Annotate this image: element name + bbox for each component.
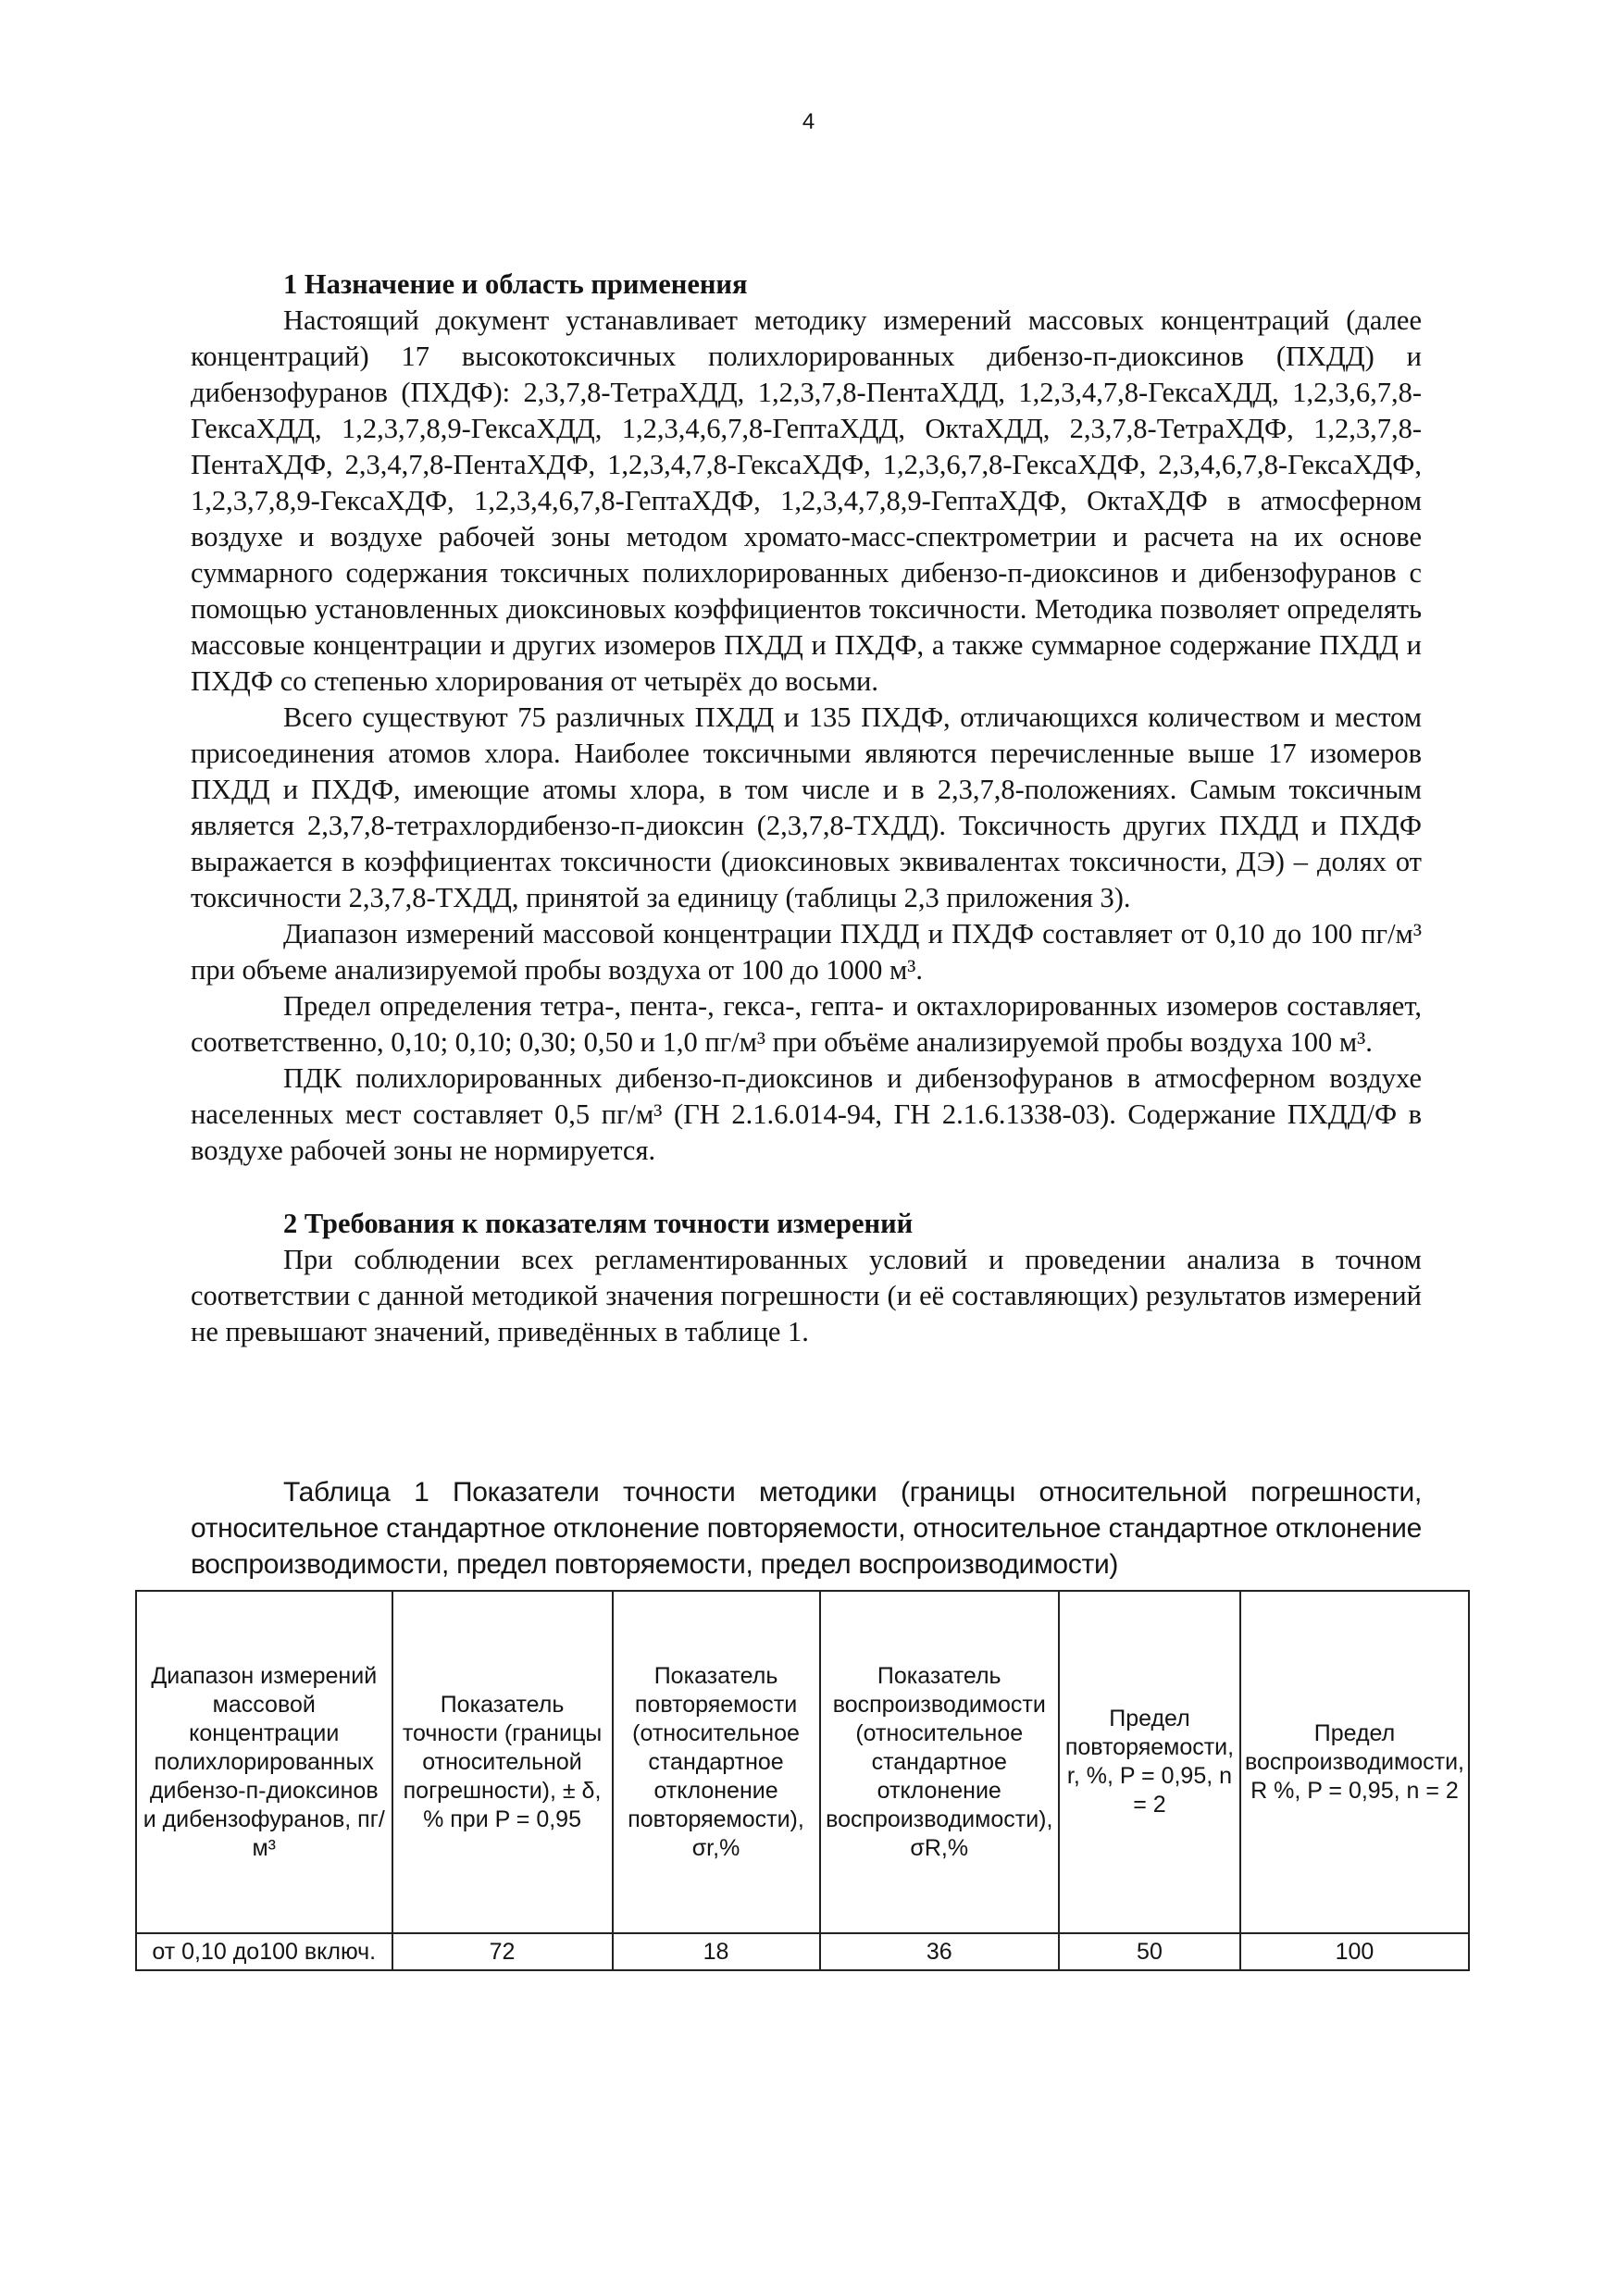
column-header: Предел воспроизводимости, R %, P = 0,95, n = 2	[1240, 1591, 1469, 1933]
paragraph: ПДК полихлорированных дибензо-п-диоксинов и дибензофуранов в атмосферном воздухе населенных мест составляет 0,5 пг/м³ (ГН 2.1.6.014-94, ГН 2.1.6.1338-03). Содержание ПХДД/Ф в воздухе рабочей зоны не нормируется.	[191, 1062, 1422, 1166]
accuracy-table	[135, 1590, 1470, 1971]
table-cell: 72	[392, 1933, 613, 1970]
table-cell: 50	[1059, 1933, 1240, 1970]
column-header: Показатель повторяемости (относительное стандартное отклонение повторяемости), σr,%	[613, 1591, 820, 1933]
table-cell: 100	[1240, 1933, 1469, 1970]
table-caption	[191, 1474, 1422, 1582]
paragraph: Всего существуют 75 различных ПХДД и 135 ПХДФ, отличающихся количеством и местом присоединения атомов хлора. Наиболее токсичными являются перечисленные выше 17 изомеров ПХДД и ПХДФ, имеющие атомы хлора, в том числе и в 2,3,7,8-положениях. Самым токсичным является 2,3,7,8-тетрахлордибензо-п-диоксин (2,3,7,8-ТХДД). Токсичность других ПХДД и ПХДФ выражается в коэффициентах токсичности (диоксиновых эквивалентах токсичности, ДЭ) – долях от токсичности 2,3,7,8-ТХДД, принятой за единицу (таблицы 2,3 приложения 3).	[191, 701, 1422, 913]
table-cell: 18	[613, 1933, 820, 1970]
table-row	[136, 1933, 1469, 1970]
table-header-row	[136, 1591, 1469, 1933]
section-2-heading: 2 Требования к показателям точности измерений	[283, 1208, 914, 1239]
paragraph: Настоящий документ устанавливает методику измерений массовых концентраций (далее концентраций) 17 высокотоксичных полихлорированных дибензо-п-диоксинов (ПХДД) и дибензофуранов (ПХДФ): 2,3,7,8-ТетраХДД, 1,2,3,7,8-ПентаХДД, 1,2,3,4,7,8-ГексаХДД, 1,2,3,6,7,8-ГексаХДД, 1,2,3,7,8,9-ГексаХДД, 1,2,3,4,6,7,8-ГептаХДД, ОктаХДД, 2,3,7,8-ТетраХДФ, 1,2,3,7,8-ПентаХДФ, 2,3,4,7,8-ПентаХДФ, 1,2,3,4,7,8-ГексаХДФ, 1,2,3,6,7,8-ГексаХДФ, 2,3,4,6,7,8-ГексаХДФ, 1,2,3,7,8,9-ГексаХДФ, 1,2,3,4,6,7,8-ГептаХДФ, 1,2,3,4,7,8,9-ГептаХДФ, ОктаХДФ в атмосферном воздухе и воздухе рабочей зоны методом хромато-масс-спектрометрии и расчета на их основе суммарного содержания токсичных полихлорированных дибензо-п-диоксинов и дибензофуранов с помощью установленных диоксиновых коэффициентов токсичности. Методика позволяет определять массовые концентрации и других изомеров ПХДД и ПХДФ, а также суммарное содержание ПХДД и ПХДФ со степенью хлорирования от четырёх до восьми.	[191, 304, 1422, 697]
table-cell: 36	[820, 1933, 1059, 1970]
table-cell: от 0,10 до100 включ.	[136, 1933, 392, 1970]
paragraph: При соблюдении всех регламентированных условий и проведении анализа в точном соответствии с данной методикой значения погрешности (и её составляющих) результатов измерений не превышают значений, приведённых в таблице 1.	[191, 1244, 1422, 1347]
spacer	[191, 1169, 1422, 1206]
section-1-heading: 1 Назначение и область применения	[283, 268, 748, 300]
paragraph: Предел определения тетра-, пента-, гекса-, гепта- и октахлорированных изомеров составляет, соответственно, 0,10; 0,10; 0,30; 0,50 и 1,0 пг/м³ при объёме анализируемой пробы воздуха 100 м³.	[191, 990, 1422, 1058]
column-header: Предел повторяемости, r, %, P = 0,95, n = 2	[1059, 1591, 1240, 1933]
column-header: Показатель точности (границы относительной погрешности), ± δ, % при P = 0,95	[392, 1591, 613, 1933]
column-header: Показатель воспроизводимости (относительное стандартное отклонение воспроизводимости), σR,%	[820, 1591, 1059, 1933]
section-1	[191, 267, 1422, 1350]
page-number: 4	[802, 109, 815, 134]
column-header: Диапазон измерений массовой концентрации полихлорированных дибензо-п-диоксинов и дибензофуранов, пг/м³	[136, 1591, 392, 1933]
paragraph: Диапазон измерений массовой концентрации ПХДД и ПХДФ составляет от 0,10 до 100 пг/м³ при объеме анализируемой пробы воздуха от 100 до 1000 м³.	[191, 918, 1422, 986]
table-caption-text: Таблица 1 Показатели точности методики (границы относительной погрешности, относительное стандартное отклонение повторяемости, относительное стандартное отклонение воспроизводимости, предел повторяемости, предел воспроизводимости)	[191, 1477, 1422, 1580]
